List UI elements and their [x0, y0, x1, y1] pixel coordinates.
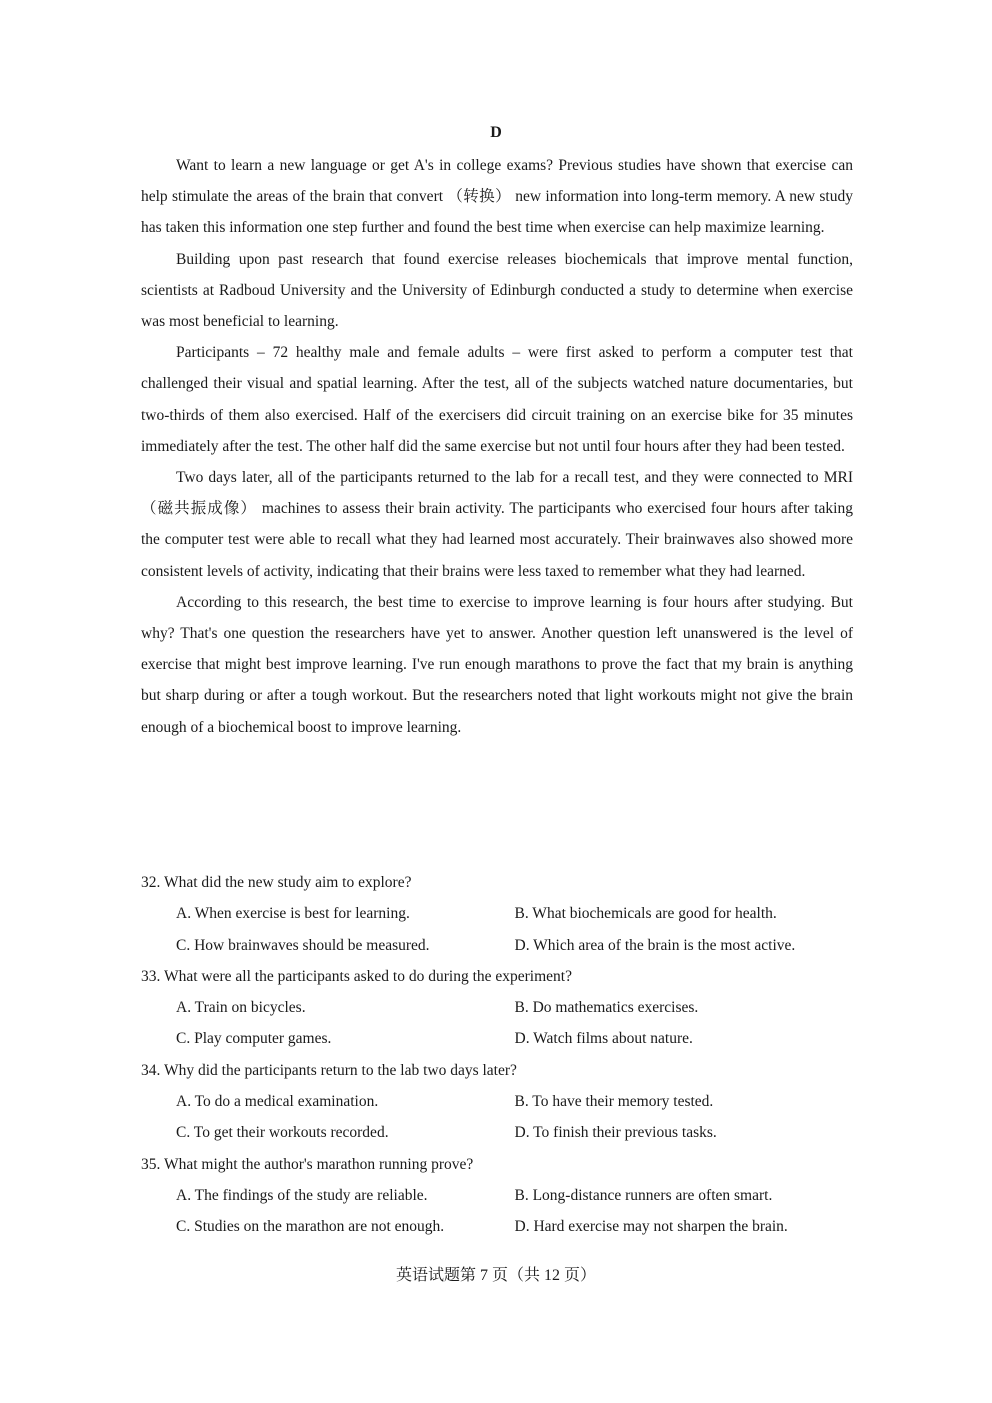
option-b[interactable]: B. Do mathematics exercises. [514, 999, 699, 1017]
option-row [176, 992, 853, 1023]
option-b[interactable]: B. What biochemicals are good for health. [514, 905, 777, 923]
option-row [176, 1180, 853, 1211]
question-stem: 35. What might the author's marathon running prove? [141, 1155, 474, 1173]
option-d[interactable]: D. Which area of the brain is the most active. [514, 936, 796, 954]
option-a[interactable]: A. When exercise is best for learning. [176, 905, 410, 923]
question-stem: 32. What did the new study aim to explore? [141, 874, 412, 891]
option-row [176, 930, 853, 961]
passage-paragraph-2: Building upon past research that found exercise releases biochemicals that improve mental function, scientists at Radboud University and the University of Edinburgh conducted a study to determine when exercise was most beneficial to learning. [141, 250, 853, 331]
option-a[interactable]: A. Train on bicycles. [176, 999, 306, 1017]
passage-paragraph-1: Want to learn a new language or get A's in college exams? Previous studies have shown that exercise can help stimulate the areas of the brain that convert （转换） new information into long-term memory. A new study has taken this information one step further and found the best time when exercise can help maximize learning. [141, 157, 853, 237]
option-d[interactable]: D. Hard exercise may not sharpen the brain. [514, 1218, 788, 1236]
question-32 [141, 867, 853, 961]
option-row [176, 1117, 853, 1148]
section-title: D [490, 124, 502, 141]
question-list [141, 867, 853, 1243]
option-c[interactable]: C. Play computer games. [176, 1030, 332, 1048]
option-d[interactable]: D. Watch films about nature. [514, 1030, 693, 1048]
option-c[interactable]: C. To get their workouts recorded. [176, 1124, 389, 1142]
question-35 [141, 1149, 853, 1243]
option-row [176, 898, 853, 929]
question-stem: 33. What were all the participants asked to do during the experiment? [141, 967, 572, 985]
option-row [176, 1086, 853, 1117]
question-34 [141, 1055, 853, 1149]
question-33 [141, 961, 853, 1055]
option-row [176, 1211, 853, 1242]
passage-paragraph-4: Two days later, all of the participants returned to the lab for a recall test, and they were connected to MRI （磁共振成像） machines to assess their brain activity. The participants who exercised four hours after taking the computer test were able to recall what they had learned most accurately. Their brainwaves also showed more consistent levels of activity, indicating that their brains were less taxed to remember what they had learned. [141, 469, 853, 580]
option-c[interactable]: C. How brainwaves should be measured. [176, 936, 430, 954]
option-c[interactable]: C. Studies on the marathon are not enough. [176, 1218, 445, 1236]
option-b[interactable]: B. Long-distance runners are often smart. [514, 1186, 773, 1204]
reading-passage [141, 150, 853, 743]
option-b[interactable]: B. To have their memory tested. [514, 1093, 714, 1111]
option-row [176, 1023, 853, 1054]
passage-paragraph-3: Participants – 72 healthy male and female adults – were first asked to perform a computer test that challenged their visual and spatial learning. After the test, all of the subjects watched nature documentaries, but two-thirds of them also exercised. Half of the exercisers did circuit training on an exercise bike for 35 minutes immediately after the test. The other half did the same exercise but not until four hours after they had been tested. [141, 344, 853, 455]
page-footer: 英语试题第 7 页（共 12 页） [395, 1267, 596, 1284]
option-d[interactable]: D. To finish their previous tasks. [514, 1124, 717, 1142]
option-a[interactable]: A. To do a medical examination. [176, 1093, 379, 1111]
option-a[interactable]: A. The findings of the study are reliable. [176, 1186, 428, 1204]
passage-paragraph-5: According to this research, the best time to exercise to improve learning is four hours after studying. But why? That's one question the researchers have yet to answer. Another question left unanswered is the level of exercise that might best improve learning. I've run enough marathons to prove the fact that my brain is anything but sharp during or after a tough workout. But the researchers noted that light workouts might not give the brain enough of a biochemical boost to improve learning. [141, 593, 853, 736]
question-stem: 34. Why did the participants return to the lab two days later? [141, 1061, 517, 1079]
